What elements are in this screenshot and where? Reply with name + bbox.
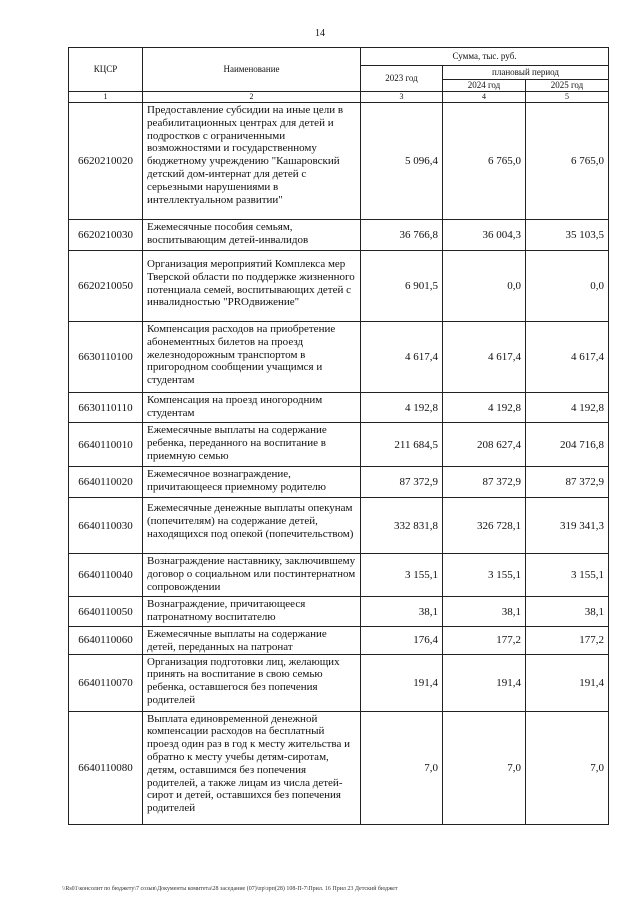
row-value-2023: 191,4 — [361, 654, 443, 711]
row-value-2023: 3 155,1 — [361, 554, 443, 597]
table-row — [69, 251, 609, 322]
file-path-footer: \\Rs01\консолит по бюджету\7 созыв\Документы комитета\28 заседание (07)\пр\зрп(28) 108-П-7\Прил. 16 Прил 23 Детский бюджет — [62, 886, 398, 892]
row-value-2024: 4 192,8 — [443, 393, 526, 423]
row-name: Вознаграждение наставнику, заключившему договор о социальном или постинтернатном сопровождении — [143, 554, 361, 597]
row-code: 6630110100 — [69, 322, 143, 393]
row-name: Организация подготовки лиц, желающих принять на воспитание в свою семью ребенка, оставшегося без попечения родителей — [143, 654, 361, 711]
row-value-2023: 36 766,8 — [361, 220, 443, 251]
row-code: 6640110060 — [69, 627, 143, 655]
row-code: 6630110110 — [69, 393, 143, 423]
row-value-2023: 87 372,9 — [361, 467, 443, 498]
table-row — [69, 711, 609, 824]
row-name: Ежемесячные пособия семьям, воспитывающим детей-инвалидов — [143, 220, 361, 251]
row-value-2025: 3 155,1 — [526, 554, 609, 597]
row-value-2025: 319 341,3 — [526, 498, 609, 554]
table-row — [69, 467, 609, 498]
row-name: Вознаграждение, причитающееся патронатному воспитателю — [143, 597, 361, 627]
row-value-2023: 4 617,4 — [361, 322, 443, 393]
row-code: 6620210030 — [69, 220, 143, 251]
row-value-2024: 191,4 — [443, 654, 526, 711]
column-number-1: 1 — [69, 92, 143, 103]
table-row — [69, 627, 609, 655]
row-value-2024: 3 155,1 — [443, 554, 526, 597]
row-name: Предоставление субсидии на иные цели в реабилитационных центрах для детей и подростков с ограниченными возможностями и государственному бюджетному учреждению "Кашаровский детский дом-интернат для детей с серьезными нарушениями в интеллектуальном развитии" — [143, 103, 361, 220]
row-code: 6640110030 — [69, 498, 143, 554]
row-name: Выплата единовременной денежной компенсации расходов на бесплатный проезд один раз в год к месту жительства и обратно к месту учебы детям-сиротам, детям, оставшимся без попечения родителей, а также лицам из числа детей-сирот и детей, оставшихся без попечения родителей — [143, 711, 361, 824]
row-value-2025: 191,4 — [526, 654, 609, 711]
row-value-2024: 7,0 — [443, 711, 526, 824]
table-row — [69, 554, 609, 597]
row-value-2024: 177,2 — [443, 627, 526, 655]
row-value-2023: 211 684,5 — [361, 423, 443, 467]
table-row — [69, 220, 609, 251]
row-value-2024: 87 372,9 — [443, 467, 526, 498]
row-value-2025: 4 617,4 — [526, 322, 609, 393]
budget-table — [68, 47, 609, 825]
table-row — [69, 498, 609, 554]
row-name: Компенсация на проезд иногородним студентам — [143, 393, 361, 423]
column-header-plan-period: плановый период — [443, 66, 609, 80]
row-value-2024: 38,1 — [443, 597, 526, 627]
row-value-2025: 204 716,8 — [526, 423, 609, 467]
page-number: 14 — [315, 28, 325, 39]
table-row — [69, 654, 609, 711]
row-value-2024: 326 728,1 — [443, 498, 526, 554]
row-code: 6640110040 — [69, 554, 143, 597]
row-name: Ежемесячное вознаграждение, причитающееся приемному родителю — [143, 467, 361, 498]
row-name: Ежемесячные денежные выплаты опекунам (попечителям) на содержание детей, находящихся под опекой (попечительством) — [143, 498, 361, 554]
row-code: 6640110020 — [69, 467, 143, 498]
row-value-2023: 6 901,5 — [361, 251, 443, 322]
row-value-2024: 208 627,4 — [443, 423, 526, 467]
column-header-2025: 2025 год — [526, 80, 609, 92]
row-code: 6640110010 — [69, 423, 143, 467]
row-value-2023: 176,4 — [361, 627, 443, 655]
row-value-2023: 38,1 — [361, 597, 443, 627]
table-row — [69, 103, 609, 220]
row-value-2023: 5 096,4 — [361, 103, 443, 220]
row-name: Компенсация расходов на приобретение абонементных билетов на проезд железнодорожным транспортом в пригородном сообщении учащимся и студентам — [143, 322, 361, 393]
column-number-5: 5 — [526, 92, 609, 103]
row-value-2024: 36 004,3 — [443, 220, 526, 251]
row-value-2025: 177,2 — [526, 627, 609, 655]
column-header-name: Наименование — [143, 48, 361, 92]
row-code: 6640110070 — [69, 654, 143, 711]
row-value-2025: 0,0 — [526, 251, 609, 322]
row-name: Ежемесячные выплаты на содержание детей, переданных на патронат — [143, 627, 361, 655]
row-name: Ежемесячные выплаты на содержание ребенка, переданного на воспитание в приемную семью — [143, 423, 361, 467]
row-code: 6640110050 — [69, 597, 143, 627]
row-value-2025: 6 765,0 — [526, 103, 609, 220]
table-row — [69, 597, 609, 627]
row-value-2024: 0,0 — [443, 251, 526, 322]
row-value-2025: 4 192,8 — [526, 393, 609, 423]
column-number-3: 3 — [361, 92, 443, 103]
row-name: Организация мероприятий Комплекса мер Тверской области по поддержке жизненного потенциала семей, воспитывающих детей с инвалидностью "PROдвижение" — [143, 251, 361, 322]
row-value-2025: 38,1 — [526, 597, 609, 627]
row-code: 6640110080 — [69, 711, 143, 824]
row-value-2023: 7,0 — [361, 711, 443, 824]
row-value-2023: 332 831,8 — [361, 498, 443, 554]
table-row — [69, 393, 609, 423]
row-value-2025: 87 372,9 — [526, 467, 609, 498]
row-value-2023: 4 192,8 — [361, 393, 443, 423]
row-code: 6620210020 — [69, 103, 143, 220]
table-row — [69, 423, 609, 467]
column-number-2: 2 — [143, 92, 361, 103]
row-value-2024: 6 765,0 — [443, 103, 526, 220]
table-row — [69, 322, 609, 393]
column-header-2023: 2023 год — [361, 66, 443, 92]
column-header-sum: Сумма, тыс. руб. — [361, 48, 609, 66]
row-value-2025: 35 103,5 — [526, 220, 609, 251]
row-value-2024: 4 617,4 — [443, 322, 526, 393]
column-number-4: 4 — [443, 92, 526, 103]
row-code: 6620210050 — [69, 251, 143, 322]
column-header-2024: 2024 год — [443, 80, 526, 92]
column-header-code: КЦСР — [69, 48, 143, 92]
row-value-2025: 7,0 — [526, 711, 609, 824]
